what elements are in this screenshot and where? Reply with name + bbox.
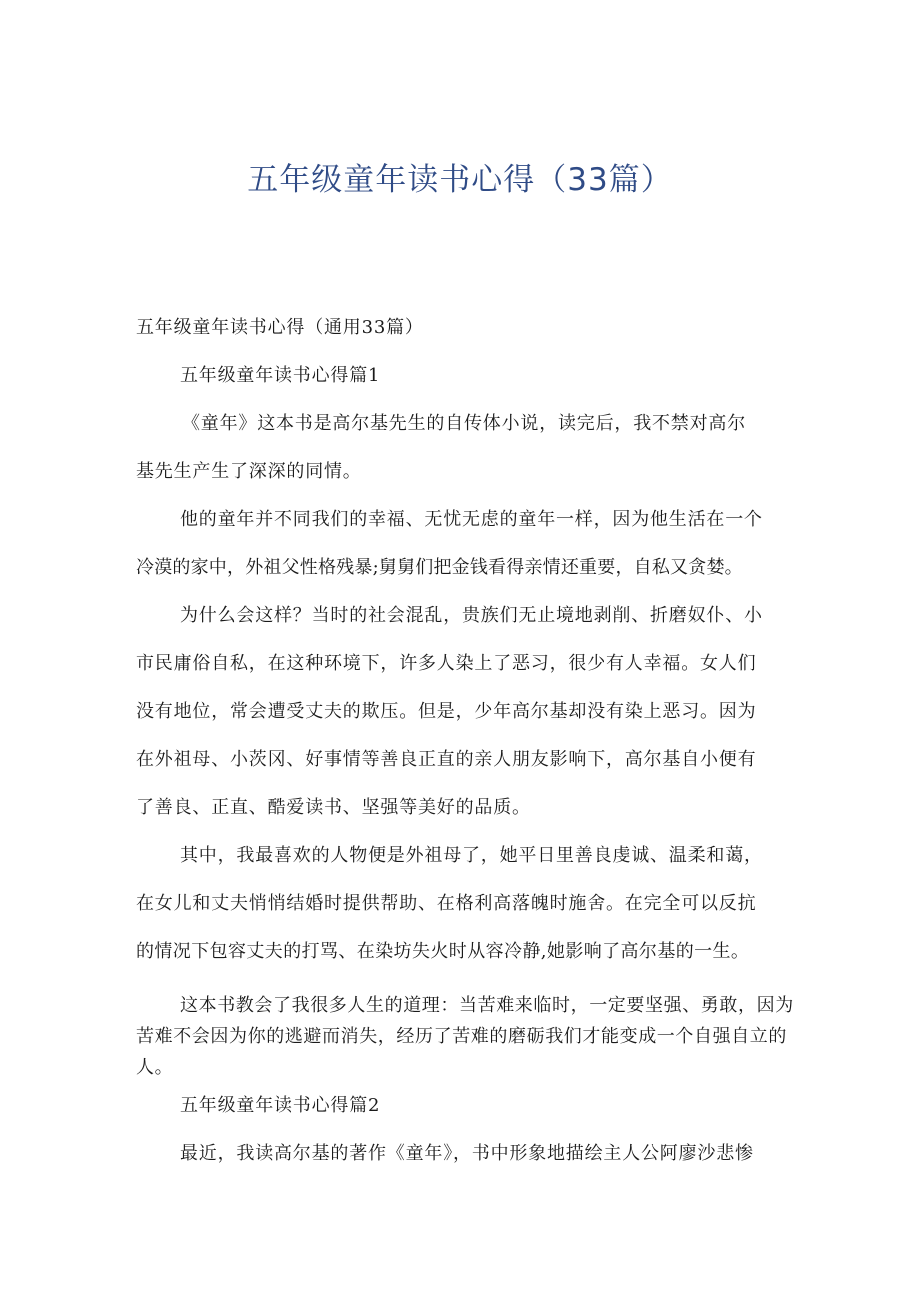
paragraph-1-line-2: 基先生产生了深深的同情。	[136, 461, 362, 482]
document-title: 五年级童年读书心得（33篇）	[247, 162, 673, 198]
paragraph-2-line-1: 他的童年并不同我们的幸福、无忧无虑的童年一样，因为他生活在一个	[180, 509, 763, 530]
section-heading-2: 五年级童年读书心得篇2	[180, 1095, 381, 1116]
paragraph-3-line-4: 在外祖母、小茨冈、好事情等善良正直的亲人朋友影响下，高尔基自小便有	[136, 749, 757, 770]
paragraph-1-line-1: 《童年》这本书是高尔基先生的自传体小说，读完后，我不禁对高尔	[182, 413, 746, 434]
paragraph-3-line-2: 市民庸俗自私，在这种环境下，许多人染上了恶习，很少有人幸福。女人们	[136, 653, 757, 674]
paragraph-2-line-2: 冷漠的家中，外祖父性格残暴;舅舅们把金钱看得亲情还重要，自私又贪婪。	[136, 557, 743, 578]
paragraph-4-line-2: 在女儿和丈夫悄悄结婚时提供帮助、在格利高落魄时施舍。在完全可以反抗	[136, 893, 757, 914]
document-subtitle: 五年级童年读书心得（通用33篇）	[136, 317, 424, 338]
paragraph-6-line-1: 最近，我读高尔基的著作《童年》，书中形象地描绘主人公阿廖沙悲惨	[180, 1143, 754, 1164]
section-heading-1: 五年级童年读书心得篇1	[180, 365, 381, 386]
paragraph-3-line-1: 为什么会这样？当时的社会混乱，贵族们无止境地剥削、折磨奴仆、小	[180, 605, 763, 626]
paragraph-3-line-3: 没有地位，常会遭受丈夫的欺压。但是，少年高尔基却没有染上恶习。因为	[136, 701, 757, 722]
paragraph-4-line-3: 的情况下包容丈夫的打骂、在染坊失火时从容冷静,她影响了高尔基的一生。	[136, 941, 750, 962]
paragraph-5-text: 这本书教会了我很多人生的道理：当苦难来临时，一定要坚强、勇敢，因为苦难不会因为你的逃避而消失，经历了苦难的磨砺我们才能变成一个自强自立的人。	[136, 995, 794, 1078]
paragraph-3-line-5: 了善良、正直、酷爱读书、坚强等美好的品质。	[136, 797, 531, 818]
paragraph-5	[136, 990, 808, 1083]
paragraph-4-line-1: 其中，我最喜欢的人物便是外祖母了，她平日里善良虔诚、温柔和蔼，	[180, 845, 763, 866]
